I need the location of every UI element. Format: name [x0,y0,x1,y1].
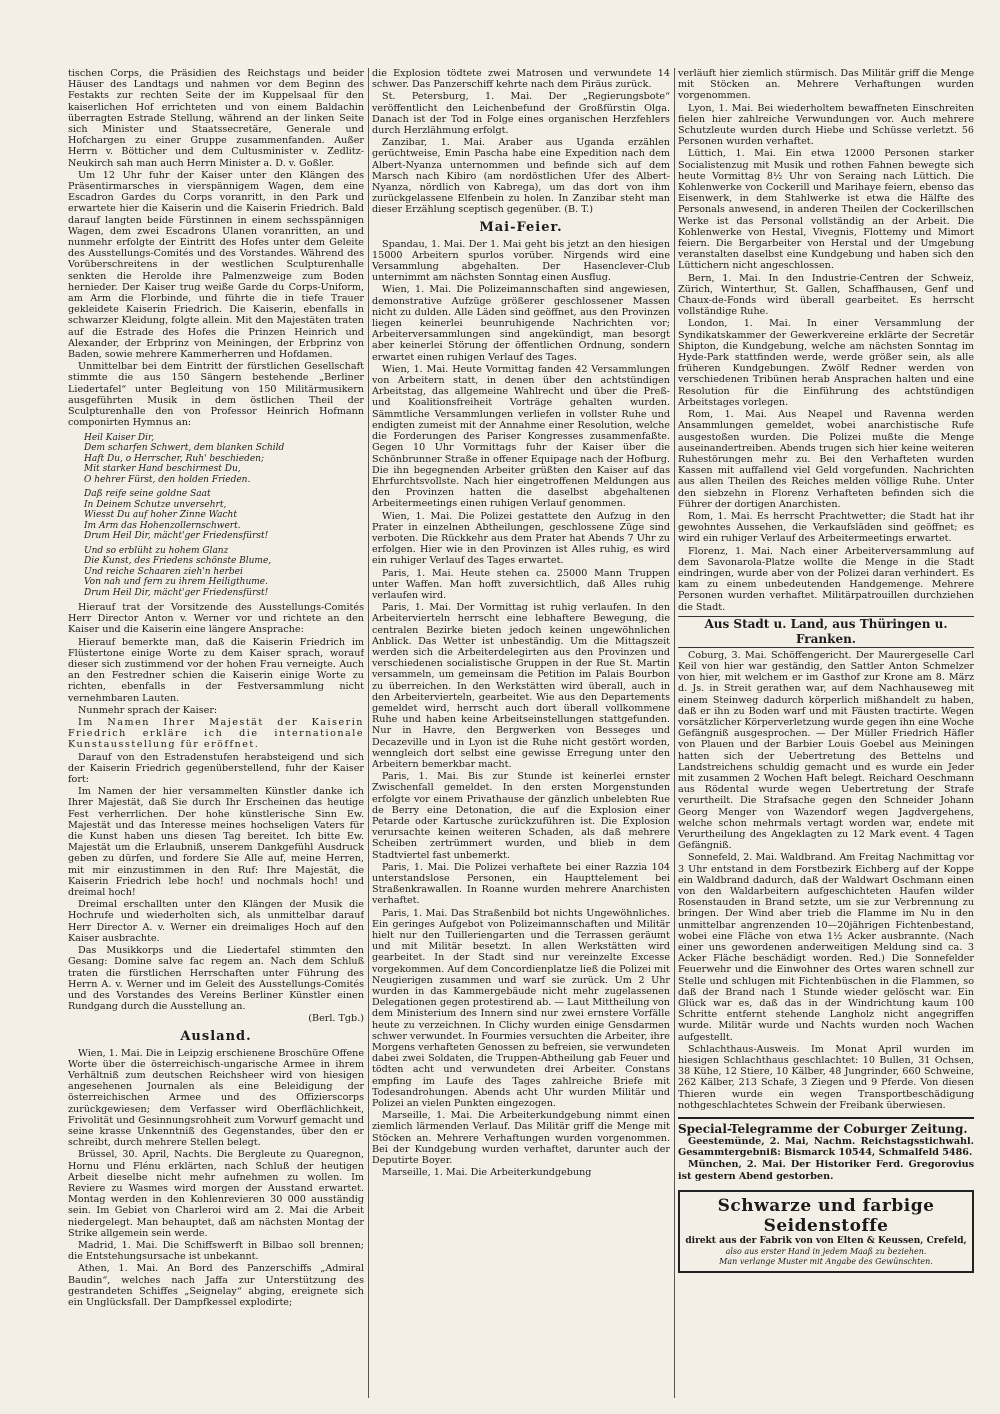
paragraph: Sonnefeld, 2. Mai. Waldbrand. Am Freitag Nachmittag vor 3 Uhr entstand in dem Forstbezirk Eichberg auf der Koppe ein Waldbrand dadurch, daß der Waldwart Oschmann einen von den Waldarbeitern aufgeschichteten Haufen wilder Rosenstauden in Brand setzte, um sie zur Verbrennung zu bringen. Der Wind aber trieb die Flamme im Nu in den unmittelbar angrenzenden 10—20jährigen Fichtenbestand, wobei eine Fläche von etwa 1½ Acker ausbrannte. (Nach einer uns gewordenen anderweitigen Meldung sind ca. 3 Acker Fläche beschädigt worden. Red.) Die Sonnefelder Feuerwehr und die Einwohner des Ortes waren schnell zur Stelle und schlugen mit Fichtenbüschen in die Flammen, so daß der Brand nach 1 Stunde wieder gelöscht war. Ein Glück war es, daß das in der Windrichtung kaum 100 Schritte entfernt stehende Langholz nicht angegriffen wurde. Militär wurde und Nachts wurden noch Wachen aufgestellt. [678,852,974,1043]
paragraph: Brüssel, 30. April, Nachts. Die Bergleute zu Quaregnon, Hornu und Flénu erklärten, nach Schluß der heutigen Arbeit dieselbe nicht mehr aufnehmen zu wollen. Im Reviere zu Wasmes wird morgen der Ausstand erwartet. Montag werden in den Kohlenrevieren 30 000 ausständig sein. Im Gebiet von Charleroi wird am 2. Mai die Arbeit niedergelegt. Man behauptet, daß am nächsten Montag der Strike allgemein sein werde. [68,1149,364,1239]
paragraph: Wien, 1. Mai. Die Polizeimannschaften sind angewiesen, demonstrative Aufzüge größerer geschlossener Massen nicht zu dulden. Alle Läden sind geöffnet, aus den Provinzen liegen keinerlei beunruhigende Nachrichten vor; Arbeiterversammlungen sind angekündigt, man besorgt aber keinerlei Störung der öffentlichen Ordnung, sondern erwartet einen ruhigen Verlauf des Tages. [372,284,670,363]
column-1 [68,68,364,1398]
source-note: (Berl. Tgb.) [308,1013,364,1025]
paragraph: Madrid, 1. Mai. Die Schiffswerft in Bilbao soll brennen; die Entstehungsursache ist unbekannt. [68,1239,364,1263]
column-3 [678,68,974,1398]
ad-line: direkt aus der Fabrik von von Elten & Keussen, Crefeld, [685,1235,967,1246]
column-2 [372,68,670,1398]
ad-small-text: also aus erster Hand in jedem Maaß zu beziehen. [725,1246,927,1256]
poem-stanza: Heil Kaiser Dir, Dem scharfen Schwert, dem blanken Schild Haft Du, o Herrscher, Ruh' beschieden; Mit starker Hand beschirmest Du, O hehrer Fürst, den holden Frieden. [84,432,285,485]
paragraph: Dreimal erschallten unter den Klängen der Musik die Hochrufe und wiederholten sich, als unmittelbar darauf Herr Director A. v. Werner ein dreimaliges Hoch auf den Kaiser ausbrachte. [68,899,364,944]
paragraph: Wien, 1. Mai. Die in Leipzig erschienene Broschüre Offene Worte über die österreichisch-ungarische Armee in ihrem Verhältniß zum deutschen Reichsheer wird von hiesigen angesehenen Journalen als eine Beleidigung der österreichischen Armee und des Offizierscorps zurückgewiesen; dem Verfasser wird Oberflächlichkeit, Frivolität und Gesinnungsrohheit zum Vorwurf gemacht und seine krasse Unkenntniß des Gegenstandes, über den er schreibt, durch mehrere Stellen belegt. [68,1047,364,1149]
telegram-item: München, 2. Mai. Der Historiker Ferd. Gregorovius ist gestern Abend gestorben. [678,1159,974,1182]
poem-stanza: Und so erblüht zu hohem Glanz Die Kunst, des Friedens schönste Blume, Und reiche Schaaren zieh'n herbei Von nah und fern zu ihrem Heiligthume. Drum Heil Dir, mächt'ger Friedensfürst! [84,545,272,598]
paragraph: Marseille, 1. Mai. Die Arbeiterkundgebung [382,1167,592,1179]
paragraph: Paris, 1. Mai. Heute stehen ca. 25000 Mann Truppen unter Waffen. Man hofft zuversichtlich, daß Alles ruhig verlaufen wird. [372,567,670,601]
paragraph: Wien, 1. Mai. Die Polizei gestattete den Aufzug in den Prater in einzelnen Abtheilungen, geschlossene Züge sind verboten. Die Rückkehr aus dem Prater hat Abends 7 Uhr zu erfolgen. Hier wie in den Provinzen ist Alles ruhig, es wird ein ruhiger Verlauf des Tages erwartet. [372,510,670,567]
ad-small-text: Man verlange Muster mit Angabe des Gewünschten. [719,1256,933,1266]
paragraph: Im Namen Ihrer Majestät der Kaiserin Friedrich erkläre ich die internationale Kunstausstellung für eröffnet. [68,717,364,751]
paragraph: Paris, 1. Mai. Der Vormittag ist ruhig verlaufen. In den Arbeitervierteln herrscht eine lebhaftere Bewegung, die centralen Bezirke bieten jedoch keinen ungewöhnlichen Anblick. Das Wetter ist unbeständig. Um die Mittagszeit werden sich die Arbeiterdelegirten aus den Provinzen und verschiedenen socialistische Gruppen in der Rue St. Martin versammeln, um gemeinsam die Petition im Palais Bourbon zu überreichen. In den Werkstätten wird überall, auch in den Arbeitervierteln, gearbeitet. Wie aus den Departements gemeldet wird, herrscht auch dort überall vollkommene Ruhe und haben keine Arbeitseinstellungen stattgefunden. Nur in Havre, den Bergwerken von Besseges und Decazeville und in Lyon ist die Ruhe nicht gestört worden, wenngleich dort selbst eine gewisse Erregung unter den Arbeitern bemerkbar macht. [372,602,670,770]
paragraph: Coburg, 3. Mai. Schöffengericht. Der Maurergeselle Carl Keil von hier war geständig, den Sattler Anton Schmelzer von hier, mit welchem er im Gasthof zur Krone am 8. März d. Js. in Streit gerathen war, auf dem Nachhauseweg mit einem Steinweg dadurch körperlich mißhandelt zu haben, daß er ihn zu Boden warf und mit Fäusten tractirte. Wegen vorsätzlicher Körperverletzung wurde gegen ihn eine Woche Gefängniß ausgesprochen. — Der Müller Friedrich Häfler von Plauen und der Barbier Louis Goebel aus Meiningen hatten sich der Uebertretung des Bettelns und Landstreichens schuldig gemacht und es wurde ein Jeder mit zusammen 2 Wochen Haft belegt. Reichard Oeschmann aus Rödental wurde wegen Uebertretung der Strafe verurtheilt. Die Strafsache gegen den Schneider Johann Georg Menger von Wazendorf wegen Jagdvergehens, welche schon mehrmals vertagt worden war, endete mit Verurtheilung des Angeklagten zu 12 Mark event. 4 Tagen Gefängniß. [678,649,974,852]
section-heading-maifeier: Mai-Feier. [479,219,563,235]
paragraph: Rom, 1. Mai. Aus Neapel und Ravenna werden Ansammlungen gemeldet, wobei anarchistische Rufe ausgestoßen wurden. Die Polizei mußte die Menge auseinandertreiben. Abends trugen sich hier keine weiteren Ruhestörungen mehr zu. Bei den Verhafteten wurden Kassen mit auffallend viel Geld vorgefunden. Nachrichten aus allen Theilen des Reiches melden völlige Ruhe. Unter den siebzehn in Florenz Verhafteten befinden sich die Führer der dortigen Anarchisten. [678,409,974,510]
paragraph: Lüttich, 1. Mai. Ein etwa 12000 Personen starker Socialistenzug mit Musik und rothen Fahnen bewegte sich heute Vormittag 8½ Uhr von Seraing nach Lüttich. Die Kohlenwerke von Cockerill und Marihaye feiern, ebenso das Eisenwerk, in dem Stahlwerke ist etwa die Hälfte des Personals anwesend, in anderen Theilen der Cockerillschen Werke ist das Personal vollständig an der Arbeit. Die Kohlenwerke von Hestal, Vivegnis, Flottemy und Mimort feiern. Die Bergarbeiter von Herstal und der Umgebung veranstalten daselbst eine Kundgebung und haben sich den Lüttichern nicht angeschlossen. [678,148,974,272]
paragraph: Athen, 1. Mai. An Bord des Panzerschiffs „Admiral Baudin“, welches nach Jaffa zur Unterstützung des gestrandeten Schiffes „Seignelay“ abging, ereignete sich ein Unglücksfall. Der Dampfkessel explodirte; [68,1263,364,1308]
section-heading-ausland: Ausland. [180,1028,252,1044]
paragraph: Florenz, 1. Mai. Nach einer Arbeiterversammlung auf dem Savonarola-Platze wollte die Menge in die Stadt eindringen, wurde aber von der Polizei daran verhindert. Es kam zu einem unbedeutenden Handgemenge. Mehrere Personen wurden verhaftet. Militärpatrouillen durchziehen die Stadt. [678,545,974,613]
paragraph: Zanzibar, 1. Mai. Araber aus Uganda erzählen gerüchtweise, Emin Pascha habe eine Expedition nach dem Albert-Nyanza unternommen und befinde sich auf dem Marsch nach Kibiro (am nordöstlichen Ufer des Albert-Nyanza, nördlich von Kabrega), um das dort von ihm zurückgelassene Elfenbein zu holen. In Zanzibar steht man dieser Erzählung sceptisch gegenüber. (B. T.) [372,137,670,216]
paragraph: Im Namen der hier versammelten Künstler danke ich Ihrer Majestät, daß Sie durch Ihr Erscheinen das heutige Fest verherrlichen. Der hohe künstlerische Sinn Ew. Majestät und das Interesse meines hochseligen Vaters für die Kunst haben uns diesen Tag bereitet. Ich bitte Ew. Majestät um die Erlaubniß, unserem Dankgefühl Ausdruck geben zu dürfen, und fordere Sie Alle auf, meine Herren, mit mir einzustimmen in den Ruf: Ihre Majestät, die Kaiserin Friedrich lebe hoch! und nochmals hoch! und dreimal hoch! [68,786,364,899]
section-heading-stadt-land: Aus Stadt u. Land, aus Thüringen u. Franken. [678,616,974,648]
paragraph: Paris, 1. Mai. Die Polizei verhaftete bei einer Razzia 104 unterstandslose Personen, ein Haupttelement bei Straßenkrawallen. In Roanne wurden mehrere Anarchisten verhaftet. [372,861,670,907]
telegram-heading: Special-Telegramme der Coburger Zeitung. [678,1117,974,1136]
paragraph: Marseille, 1. Mai. Die Arbeiterkundgebung nimmt einen ziemlich lärmenden Verlauf. Das Militär griff die Menge mit Stöcken an. Mehrere Verhaftungen wurden vorgenommen. Bei der Kundgebung wurden verhaftet, darunter auch der Deputirte Boyer. [372,1110,670,1167]
paragraph: Schlachthaus-Ausweis. Im Monat April wurden im hiesigen Schlachthaus geschlachtet: 10 Bullen, 31 Ochsen, 38 Kühe, 12 Stiere, 10 Kälber, 48 Jungrinder, 660 Schweine, 262 Kälber, 213 Schafe, 3 Ziegen und 9 Pferde. Von diesen Thieren wurde ein wegen Transportbeschädigung nothgeschlachtetes Schwein der Freibank überwiesen. [678,1043,974,1111]
paragraph: St. Petersburg, 1. Mai. Der „Regierungsbote“ veröffentlicht den Leichenbefund der Großfürstin Olga. Danach ist der Tod in Folge eines organischen Herzfehlers durch Herzlähmung erfolgt. [372,91,670,137]
newspaper-page [68,68,974,1398]
paragraph: Nunmehr sprach der Kaiser: [78,704,218,716]
poem-stanza: Daß reife seine goldne Saat In Deinem Schutze unversehrt, Wiesst Du auf hoher Zinne Wacht Im Arm das Hohenzollernschwert. Drum Heil Dir, mächt'ger Friedensfürst! [84,489,269,541]
paragraph: Das Musikkorps und die Liedertafel stimmten den Gesang: Domine salve fac regem an. Nach dem Schluß traten die fürstlichen Herrschaften unter Führung des Herrn A. v. Werner und im Geleit des Ausstellungs-Comités und des Vorstandes des Vereins Berliner Künstler einen Rundgang durch die Ausstellung an. [68,945,364,1013]
paragraph: Spandau, 1. Mai. Der 1. Mai geht bis jetzt an den hiesigen 15000 Arbeitern spurlos vorüber. Nirgends wird eine Versammlung abgehalten. Der Hasenclever-Club unternimmt am nächsten Sonntag einen Ausflug. [372,238,670,284]
paragraph: Rom, 1. Mai. Es herrscht Prachtwetter; die Stadt hat ihr gewohntes Aussehen, die Verkaufsläden sind geöffnet; es wird ein ruhiger Verlauf des Arbeitermeetings erwartet. [678,510,974,545]
paragraph: Lyon, 1. Mai. Bei wiederholtem bewaffneten Einschreiten fielen hier zahlreiche Verwundungen vor. Auch mehrere Schutzleute wurden durch Hiebe und Schüsse verletzt. 56 Personen wurden verhaftet. [678,102,974,148]
paragraph: Um 12 Uhr fuhr der Kaiser unter den Klängen des Präsentirmarsches in vierspännigem Wagen, dem eine Escadron Gardes du Corps voranritt, in den Park und erwartete hier die Kaiserin und die Kaiserin Friedrich. Bald darauf langten beide Fürstinnen in einem sechsspännigen Wagen, dem zwei Escadrons Ulanen voranritten, an und nunmehr erfolgte der Eintritt des Hofes unter dem Geleite des Ausstellungs-Comités und des Vorstandes. Während des Vorüberschreitens in der westlichen Sculpturenhalle senkten die Herolde ihre Palmenzweige zum Boden hernieder. Der Kaiser trug weiße Garde du Corps-Uniform, am Arm die Florbinde, und führte die in tiefe Trauer gekleidete Kaiserin Friedrich. Die Kaiserin, ebenfalls in schwarzer Kleidung, folgte allein. Mit den Majestäten traten auf die Estrade des Hofes die Prinzen Heinrich und Alexander, der Erbprinz von Meiningen, der Erbprinz von Baden, sowie mehrere Kammerherren und Hofdamen. [68,169,364,361]
ad-title: Schwarze und farbige Seidenstoffe [717,1195,935,1236]
paragraph: Wien, 1. Mai. Heute Vormittag fanden 42 Versammlungen von Arbeitern statt, in denen über den achtstündigen Arbeitstag, das allgemeine Wahlrecht und über die Preß- und Koalitionsfreiheit Vorträge gehalten wurden. Sämmtliche Versammlungen verliefen in vollster Ruhe und endigten zumeist mit der Annahme einer Resolution, welche die Forderungen des Pariser Kongresses zusammenfaßte. Gegen 10 Uhr Vormittags fuhr der Kaiser über die Schönbrunner Straße in offener Equipage nach der Hofburg. Die ihn begegnenden Arbeiter grüßten den Kaiser auf das Ehrfurchtsvollste. Nach hier eingetroffenen Meldungen aus den Provinzen hatten die daselbst abgehaltenen Arbeitermeetings einen ruhigen Verlauf genommen. [372,363,670,510]
hymn-poem [84,433,364,599]
paragraph: London, 1. Mai. In einer Versammlung der Syndikatskammer der Gewerkvereine erklärte der Secretär Shipton, die Kundgebung, welche am nächsten Sonntag im Hyde-Park stattfinden werde, werde größer sein, als alle früheren Kundgebungen. Zwölf Redner werden von verschiedenen Tribünen herab Ansprachen halten und eine Resolution für die Einführung des achtstündigen Arbeitstages vorlegen. [678,318,974,408]
paragraph: Paris, 1. Mai. Bis zur Stunde ist keinerlei ernster Zwischenfall gemeldet. In den ersten Morgenstunden erfolgte vor einem Privathause der gänzlich unbelebten Rue de Berry eine Detonation, die auf die Explosion einer Petarde oder Kartusche zurückzuführen ist. Die Explosion verursachte keinen weiteren Schaden, als daß mehrere Scheiben zertrümmert wurden, und blieb in dem Stadtviertel fast unbemerkt. [372,771,670,861]
paragraph: Bern, 1. Mai. In den Industrie-Centren der Schweiz, Zürich, Winterthur, St. Gallen, Schaffhausen, Genf und Chaux-de-Fonds wird überall gearbeitet. Es herrscht vollständige Ruhe. [678,272,974,318]
paragraph: tischen Corps, die Präsidien des Reichstags und beider Häuser des Landtags und nahmen vor dem Beginn des Festakts zur rechten Seite der im Kuppelsaal für den kaiserlichen Hof errichteten und von einem Baldachin überragten Estrade Stellung, während an der linken Seite sich Minister und Staatssecretäre, Generale und Hofchargen zu einer Gruppe zusammenfanden. Außer Herrn v. Bötticher und dem Cultusminister v. Zedlitz-Neukirch sah man auch Herrn Minister a. D. v. Goßler. [68,68,364,169]
paragraph: verläuft hier ziemlich stürmisch. Das Militär griff die Menge mit Stöcken an. Mehrere Verhaftungen wurden vorgenommen. [678,68,974,102]
paragraph: Unmittelbar bei dem Eintritt der fürstlichen Gesellschaft stimmte die aus 150 Sängern bestehende „Berliner Liedertafel“ unter Begleitung von 150 Militärmusikern ausgeführten Musik in dem östlichen Theil der Sculpturenhalle den von Professor Heinrich Hofmann componirten Hymnus an: [68,361,364,429]
advertisement [678,1190,974,1273]
paragraph: Hierauf trat der Vorsitzende des Ausstellungs-Comités Herr Director Anton v. Werner vor und richtete an den Kaiser und die Kaiserin eine längere Ansprache: [68,602,364,636]
telegram-item: Geestemünde, 2. Mai, Nachm. Reichstagsstichwahl. Gesammtergebniß: Bismarck 10544, Schmalfeld 5486. [678,1136,974,1159]
column-rule [674,68,675,1398]
paragraph: Hierauf bemerkte man, daß die Kaiserin Friedrich im Flüstertone einige Worte zu dem Kaiser sprach, worauf dieser sich zustimmend vor der hohen Frau verneigte. Auch an den Festredner schien die Kaiserin einige Worte zu richten, ebenfalls in der Festversammlung nicht vernehmbaren Lauten. [68,636,364,704]
paragraph: Paris, 1. Mai. Das Straßenbild bot nichts Ungewöhnliches. Ein geringes Aufgebot von Polizeimannschaften und Militär hielt nur den Tuilleriengarten und die Terrassen geräumt und mit Militär besetzt. In allen Werkstätten wird gearbeitet. In der Stadt sind nur vereinzelte Excesse vorgekommen. Auf dem Concordienplatze ließ die Polizei mit Neugierigen zusammen und warf sie zurück. Um 2 Uhr wurden in das Kammergebäude nicht mehr zugelassenen Delegationen gegen protestirend ab. — Laut Mittheilung von dem Ministerium des Innern sind nur zwei ernstere Vorfälle heute zu verzeichnen. In Clichy wurden einige Gensdarmen schwer verwundet. In Fourmies versuchten die Arbeiter, ihre Morgens verhafteten Genossen zu befreien, sie verwundeten dabei zwei Soldaten, die Truppen-Abtheilung gab Feuer und tödten acht und verwundeten drei Arbeiter. Constans empfing im Laufe des Tages zahlreiche Briefe mit Todesandrohungen. Abends acht Uhr wurden Militär und Polizei an vielen Punkten eingezogen. [372,907,670,1110]
column-rule [368,68,369,1398]
paragraph: Darauf von den Estradenstufen herabsteigend und sich der Kaiserin Friedrich gegenüberstellend, fuhr der Kaiser fort: [68,751,364,786]
paragraph: die Explosion tödtete zwei Matrosen und verwundete 14 schwer. Das Panzerschiff kehrte nach dem Piräus zurück. [372,68,670,91]
